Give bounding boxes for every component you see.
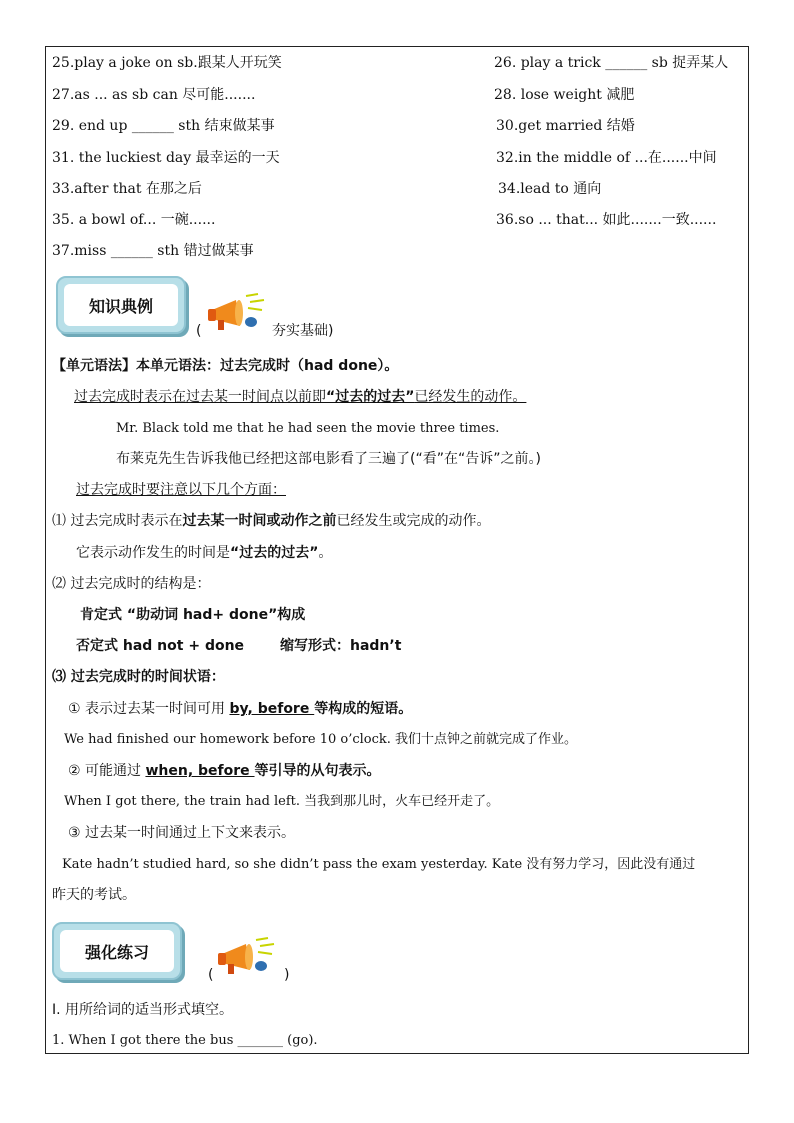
megaphone-icon xyxy=(216,936,276,980)
contracted-form: 缩写形式：hadn’t xyxy=(280,638,402,654)
vocab-item-27: 27.as ... as sb can 尽可能....... xyxy=(52,87,256,103)
case-2-example: When I got there, the train had left. 当我到那儿时，火车已经开走了。 xyxy=(64,794,500,809)
vocab-item-31: 31. the luckiest day 最幸运的一天 xyxy=(52,150,280,166)
vocab-item-25: 25.play a joke on sb.跟某人开玩笑 xyxy=(52,55,282,71)
vocab-item-30: 30.get married 结婚 xyxy=(496,118,635,134)
point-3: ⑶ 过去完成时的时间状语： xyxy=(52,669,225,685)
grammar-definition: 过去完成时表示在过去某一时间点以前即“过去的过去”已经发生的动作。 xyxy=(74,389,527,405)
megaphone-icon xyxy=(206,292,266,336)
vocab-item-28: 28. lose weight 减肥 xyxy=(494,87,635,103)
affirmative-form: 肯定式 “助动词 had+ done”构成 xyxy=(80,607,306,623)
exercise-question-1: 1. When I got there the bus _______ (go). xyxy=(52,1033,318,1048)
section-title: 强化练习 xyxy=(60,930,174,972)
section-badge-practice xyxy=(52,922,182,980)
case-2: ② 可能通过 when, before 等引导的从句表示。 xyxy=(68,763,381,779)
vocab-item-34: 34.lead to 通向 xyxy=(498,181,602,197)
point-1: ⑴ 过去完成时表示在过去某一时间或动作之前已经发生或完成的动作。 xyxy=(52,513,491,529)
negative-form: 否定式 had not + done xyxy=(76,638,245,654)
grammar-heading: 【单元语法】本单元语法：过去完成时（had done）。 xyxy=(52,358,399,374)
case-1-example: We had finished our homework before 10 o’clock. 我们十点钟之前就完成了作业。 xyxy=(64,732,578,747)
example-en: Mr. Black told me that he had seen the movie three times. xyxy=(116,421,500,436)
vocab-item-36: 36.so ... that... 如此.......一致...... xyxy=(496,212,717,228)
section-paren-open: ( xyxy=(208,967,214,983)
case-1: ① 表示过去某一时间可用 by, before 等构成的短语。 xyxy=(68,701,413,717)
vocab-item-35: 35. a bowl of... 一碗...... xyxy=(52,212,216,228)
vocab-item-26: 26. play a trick ______ sb 捉弄某人 xyxy=(494,55,729,71)
exercise-heading: I. 用所给词的适当形式填空。 xyxy=(52,1002,234,1018)
case-3: ③ 过去某一时间通过上下文来表示。 xyxy=(68,825,296,841)
grammar-note: 过去完成时要注意以下几个方面： xyxy=(76,482,286,498)
vocab-item-33: 33.after that 在那之后 xyxy=(52,181,202,197)
section-title: 知识典例 xyxy=(64,284,178,326)
section-paren-close: ) xyxy=(284,967,290,983)
case-3-example-line2: 昨天的考试。 xyxy=(52,887,136,903)
section-subtitle: 夯实基础) xyxy=(272,323,334,339)
section-paren-open: ( xyxy=(196,323,202,339)
vocab-item-37: 37.miss ______ sth 错过做某事 xyxy=(52,243,254,259)
point-2: ⑵ 过去完成时的结构是： xyxy=(52,576,211,592)
example-cn: 布莱克先生告诉我他已经把这部电影看了三遍了(“看”在“告诉”之前。) xyxy=(116,451,541,467)
vocab-item-32: 32.in the middle of ...在......中间 xyxy=(496,150,717,166)
case-3-example-line1: Kate hadn’t studied hard, so she didn’t pass the exam yesterday. Kate 没有努力学习，因此没有通过 xyxy=(62,857,696,872)
vocab-item-29: 29. end up ______ sth 结束做某事 xyxy=(52,118,275,134)
section-badge-knowledge xyxy=(56,276,186,334)
point-1-detail: 它表示动作发生的时间是“过去的过去”。 xyxy=(76,545,333,561)
